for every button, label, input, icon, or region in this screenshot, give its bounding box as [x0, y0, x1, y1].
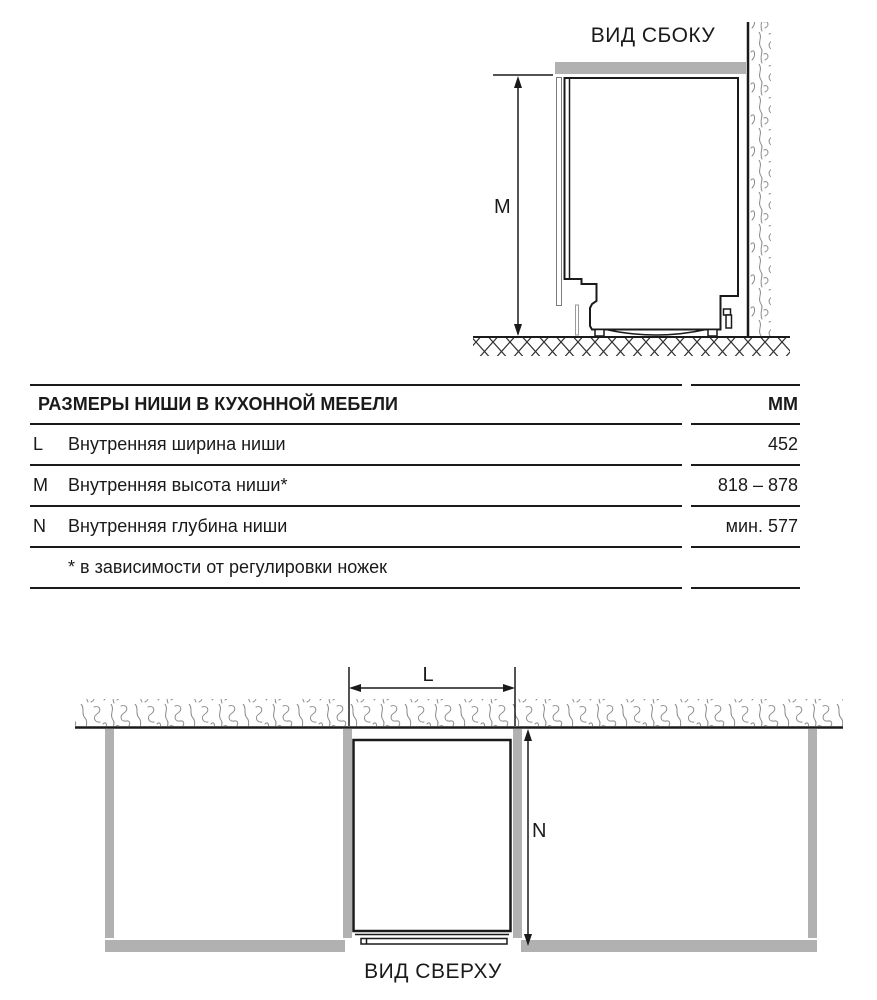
dim-label-cell: Внутренняя высота ниши* [68, 475, 288, 495]
footnote-empty-cell [691, 548, 800, 589]
table-header-row [30, 384, 800, 425]
column-gap [682, 466, 691, 507]
table-footnote-row [30, 548, 800, 589]
n-dimension-arrow [524, 729, 532, 946]
column-gap [682, 384, 691, 425]
side-view-title: ВИД СБОКУ [590, 24, 716, 47]
dim-letter-cell: L [33, 434, 44, 454]
dim-label-cell: Внутренняя глубина ниши [68, 516, 288, 536]
dishwasher-outline [565, 78, 739, 336]
column-gap [682, 548, 691, 589]
dim-letter-cell: N [33, 516, 46, 536]
dim-letter-cell: M [33, 475, 48, 495]
niche-dimensions-table [30, 384, 800, 589]
appliance-front-panel [361, 939, 507, 945]
appliance-top-outline [354, 740, 511, 944]
table-title-text: РАЗМЕРЫ НИШИ В КУХОННОЙ МЕБЕЛИ [38, 394, 398, 414]
dim-value-cell: 818 – 878 [691, 466, 800, 507]
niche-left-wall [343, 729, 352, 938]
dim-label-cell: Внутренняя ширина ниши [68, 434, 286, 454]
cabinet-left-wall [105, 729, 114, 938]
valve-bracket [726, 315, 732, 328]
floor-hatch [473, 338, 790, 356]
appliance-door-panel [557, 78, 562, 306]
front-foot [595, 330, 604, 337]
l-dimension-label: L [422, 664, 434, 686]
top-view-diagram [75, 667, 843, 952]
countertop-panel [555, 62, 746, 74]
table-title [30, 384, 682, 425]
unit-header: ММ [691, 384, 800, 425]
rear-foot [708, 330, 717, 337]
column-gap [682, 425, 691, 466]
wall-band-texture [75, 699, 843, 726]
n-dimension-label: N [532, 820, 547, 842]
wall-texture [749, 22, 771, 337]
column-gap [682, 507, 691, 548]
toe-kick-strip [576, 305, 579, 335]
side-view-diagram [473, 22, 790, 356]
footnote-text: * в зависимости от регулировки ножек [68, 557, 387, 577]
cabinet-right-wall [808, 729, 817, 938]
top-view-title: ВИД СВЕРХУ [364, 960, 502, 983]
niche-right-wall [513, 729, 522, 938]
dim-value-cell: 452 [691, 425, 800, 466]
dim-value-cell: мин. 577 [691, 507, 800, 548]
m-dimension-label: M [494, 196, 511, 218]
table-row [30, 507, 800, 548]
table-row [30, 466, 800, 507]
cabinet-front-right [521, 940, 817, 952]
table-row [30, 425, 800, 466]
water-valve [724, 309, 731, 315]
cabinet-front-left [105, 940, 345, 952]
